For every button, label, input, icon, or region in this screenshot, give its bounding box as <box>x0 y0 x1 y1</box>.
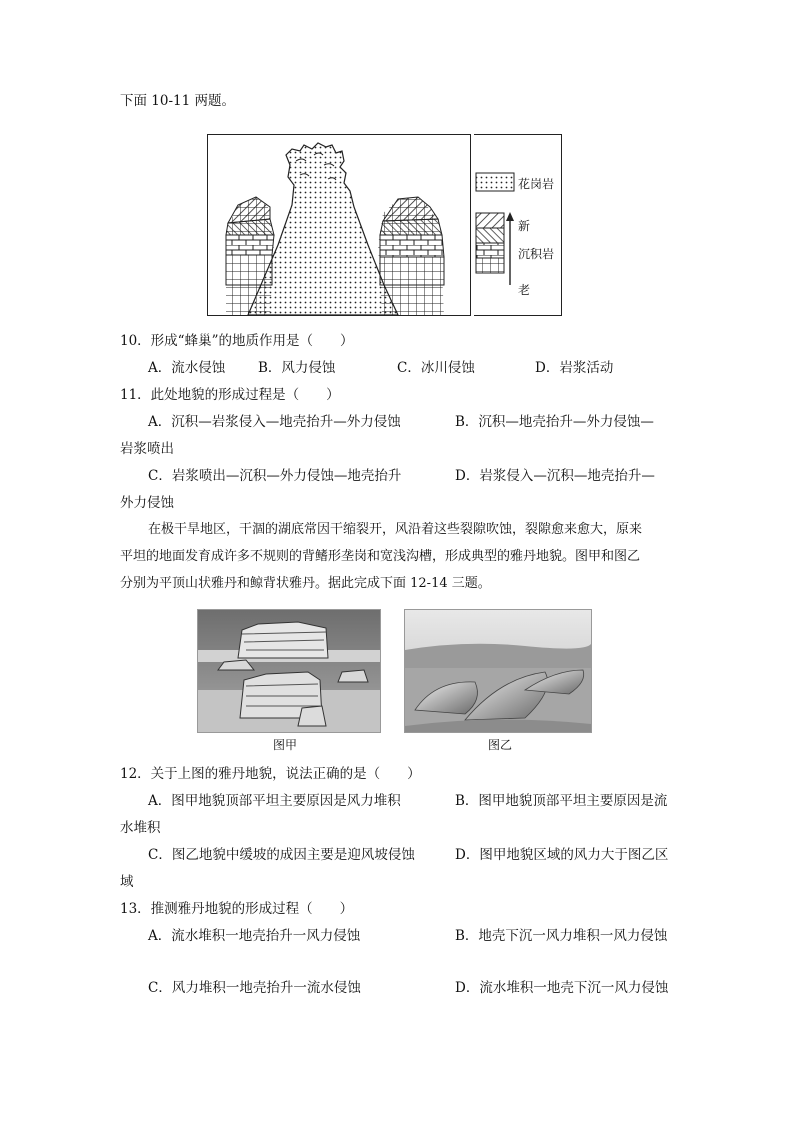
passage-line-3: 分别为平顶山状雅丹和鲸背状雅丹。据此完成下面 12-14 三题。 <box>120 576 491 591</box>
q13-stem: 13．推测雅丹地貌的形成过程（ ） <box>120 901 354 917</box>
older-layer-swatch <box>476 243 504 258</box>
q12-option-d: D．图甲地貌区域的风力大于图乙区 <box>455 847 669 863</box>
q11-option-b-continued: 岩浆喷出 <box>120 441 174 457</box>
photo-jia-caption: 图甲 <box>273 738 298 752</box>
newer-layer-swatch <box>476 228 504 243</box>
legend-label-sedimentary: 沉积岩 <box>518 247 555 261</box>
q12-option-d-continued: 域 <box>120 874 134 890</box>
q10-option-d: D．岩浆活动 <box>535 360 614 376</box>
legend-label-old: 老 <box>518 283 531 297</box>
geology-cross-section-figure <box>207 134 471 316</box>
photo-yi-caption: 图乙 <box>488 738 513 752</box>
legend-label-granite: 花岗岩 <box>518 177 555 191</box>
yardang-photo-yi <box>404 609 592 733</box>
q11-option-a: A．沉积—岩浆侵入—地壳抬升—外力侵蚀 <box>148 414 401 430</box>
q12-option-b-continued: 水堆积 <box>120 820 161 836</box>
q10-option-c: C．冰川侵蚀 <box>397 360 475 376</box>
mesa-yardang-illustration <box>198 610 380 732</box>
whaleback-yardang-illustration <box>405 610 591 732</box>
oldest-layer-swatch <box>476 258 504 273</box>
q10-stem: 10．形成“蜂巢”的地质作用是（ ） <box>120 333 354 349</box>
q12-option-b: B．图甲地貌顶部平坦主要原因是流 <box>455 793 668 809</box>
yardang-photo-jia <box>197 609 381 733</box>
granite-swatch <box>476 173 514 191</box>
legend-swatches <box>474 135 560 315</box>
q13-option-c: C．风力堆积一地壳抬升一流水侵蚀 <box>148 980 361 996</box>
cross-section-diagram <box>208 135 470 315</box>
legend-label-new: 新 <box>518 219 531 233</box>
q11-option-d-continued: 外力侵蚀 <box>120 495 174 511</box>
q12-option-c: C．图乙地貌中缓坡的成因主要是迎风坡侵蚀 <box>148 847 415 863</box>
q10-option-b: B．风力侵蚀 <box>258 360 336 376</box>
passage-line-2: 平坦的地面发育成许多不规则的背鳍形垄岗和宽浅沟槽，形成典型的雅丹地貌。图甲和图乙 <box>120 549 641 564</box>
q11-option-c: C．岩浆喷出—沉积—外力侵蚀—地壳抬升 <box>148 468 402 484</box>
passage-line-1: 在极干旱地区，干涸的湖底常因干缩裂开，风沿着这些裂隙吹蚀，裂隙愈来愈大，原来 <box>148 522 643 537</box>
newest-layer-swatch <box>476 213 504 228</box>
q12-option-a: A．图甲地貌顶部平坦主要原因是风力堆积 <box>148 793 401 809</box>
age-arrow-tip <box>506 212 514 221</box>
q13-option-a: A．流水堆积一地壳抬升一风力侵蚀 <box>148 928 361 944</box>
q11-option-b: B．沉积—地壳抬升—外力侵蚀— <box>455 414 654 430</box>
q13-option-b: B．地壳下沉一风力堆积一风力侵蚀 <box>455 928 668 944</box>
q11-stem: 11．此处地貌的形成过程是（ ） <box>120 387 340 403</box>
q12-stem: 12．关于上图的雅丹地貌，说法正确的是（ ） <box>120 766 421 782</box>
q13-option-d: D．流水堆积一地壳下沉一风力侵蚀 <box>455 980 669 996</box>
q11-option-d: D．岩浆侵入—沉积—地壳抬升— <box>455 468 655 484</box>
q10-option-a: A．流水侵蚀 <box>148 360 226 376</box>
legend-panel <box>474 134 562 316</box>
section-intro: 下面 10-11 两题。 <box>120 93 236 109</box>
